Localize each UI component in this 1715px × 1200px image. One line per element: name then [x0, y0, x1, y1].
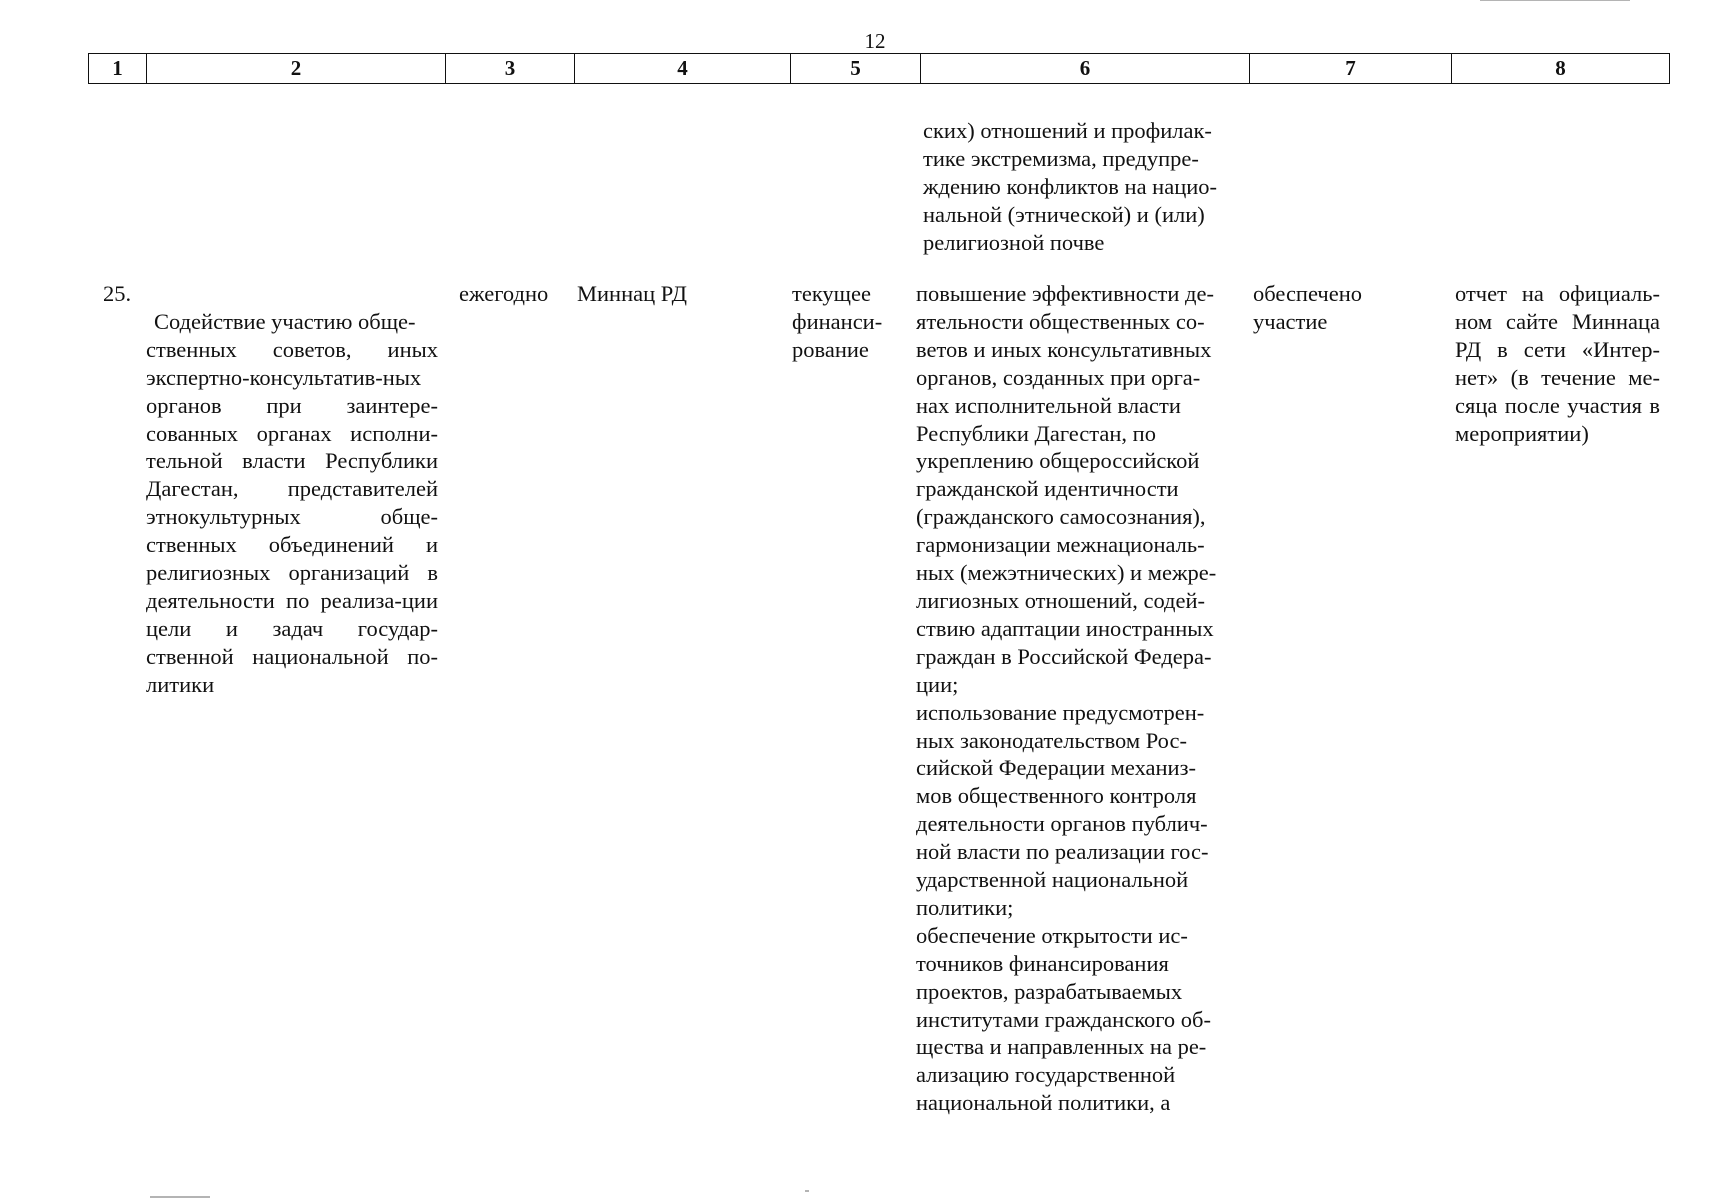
column-header-7: 7 — [1250, 54, 1452, 84]
indicator-cell: обеспечено участие — [1253, 281, 1362, 334]
period-cell: ежегодно — [459, 281, 549, 306]
column-header-6: 6 — [921, 54, 1250, 84]
page-number: 12 — [864, 29, 886, 53]
expected-result-cell: повышение эффективности де- ятельности общественных со- ветов и иных консультативных органов, созданных при орга- нах исполнительной власти Республики Дагестан, по укреплению общероссийской гражданской идентичности (гражданского самосознания), гармонизации межнациональ- ных (межэтнических) и межре- лигиозных отношений, содей- ствию адаптации иностранных граждан в Российской Федера- ции; использование предусмотрен- ных законодательством Рос- сийской Федерации механиз- мов общественного контроля деятельности органов публич- ной власти по реализации гос- ударственной национальной политики; обеспечение открытости ис- точников финансирования проектов, разрабатываемых институтами гражданского об- щества и направленных на ре- ализацию государственной национальной политики, а — [916, 281, 1217, 1116]
activity-description — [146, 280, 438, 699]
row-number: 25. — [103, 281, 132, 306]
column-header-4: 4 — [575, 54, 791, 84]
continued-goal-text: ских) отношений и профилак- тике экстремизма, предупре- ждению конфликтов на нацио- нальной (этнической) и (или) религиозной почве — [923, 118, 1218, 255]
scan-artifact-bottom-left — [150, 1196, 210, 1198]
column-header-2: 2 — [147, 54, 446, 84]
activity-description-first-line: Содействие участию обще- — [154, 308, 416, 334]
scan-artifact-bottom-center — [805, 1190, 809, 1192]
report-cell: отчет на официаль-ном сайте Миннаца РД в сети «Интер-нет» (в течение ме-сяца после участия в мероприятии) — [1455, 281, 1660, 446]
column-number-header — [88, 53, 1670, 84]
executor-cell: Миннац РД — [577, 281, 687, 306]
column-header-1: 1 — [89, 54, 147, 84]
column-header-5: 5 — [791, 54, 921, 84]
activity-description-rest: ственных советов, иных экспертно-консультатив-ных органов при заинтере-сованных органах исполни-тельной власти Республики Дагестан, представителей этнокультурных обще-ственных объединений и религиозных организаций в деятельности по реализа-ции цели и задач государ-ственной национальной по-литики — [146, 336, 438, 697]
scan-artifact-top-right — [1480, 0, 1630, 1]
funding-cell: текущее финанси- рование — [792, 281, 883, 362]
column-header-3: 3 — [446, 54, 575, 84]
column-header-8: 8 — [1452, 54, 1670, 84]
